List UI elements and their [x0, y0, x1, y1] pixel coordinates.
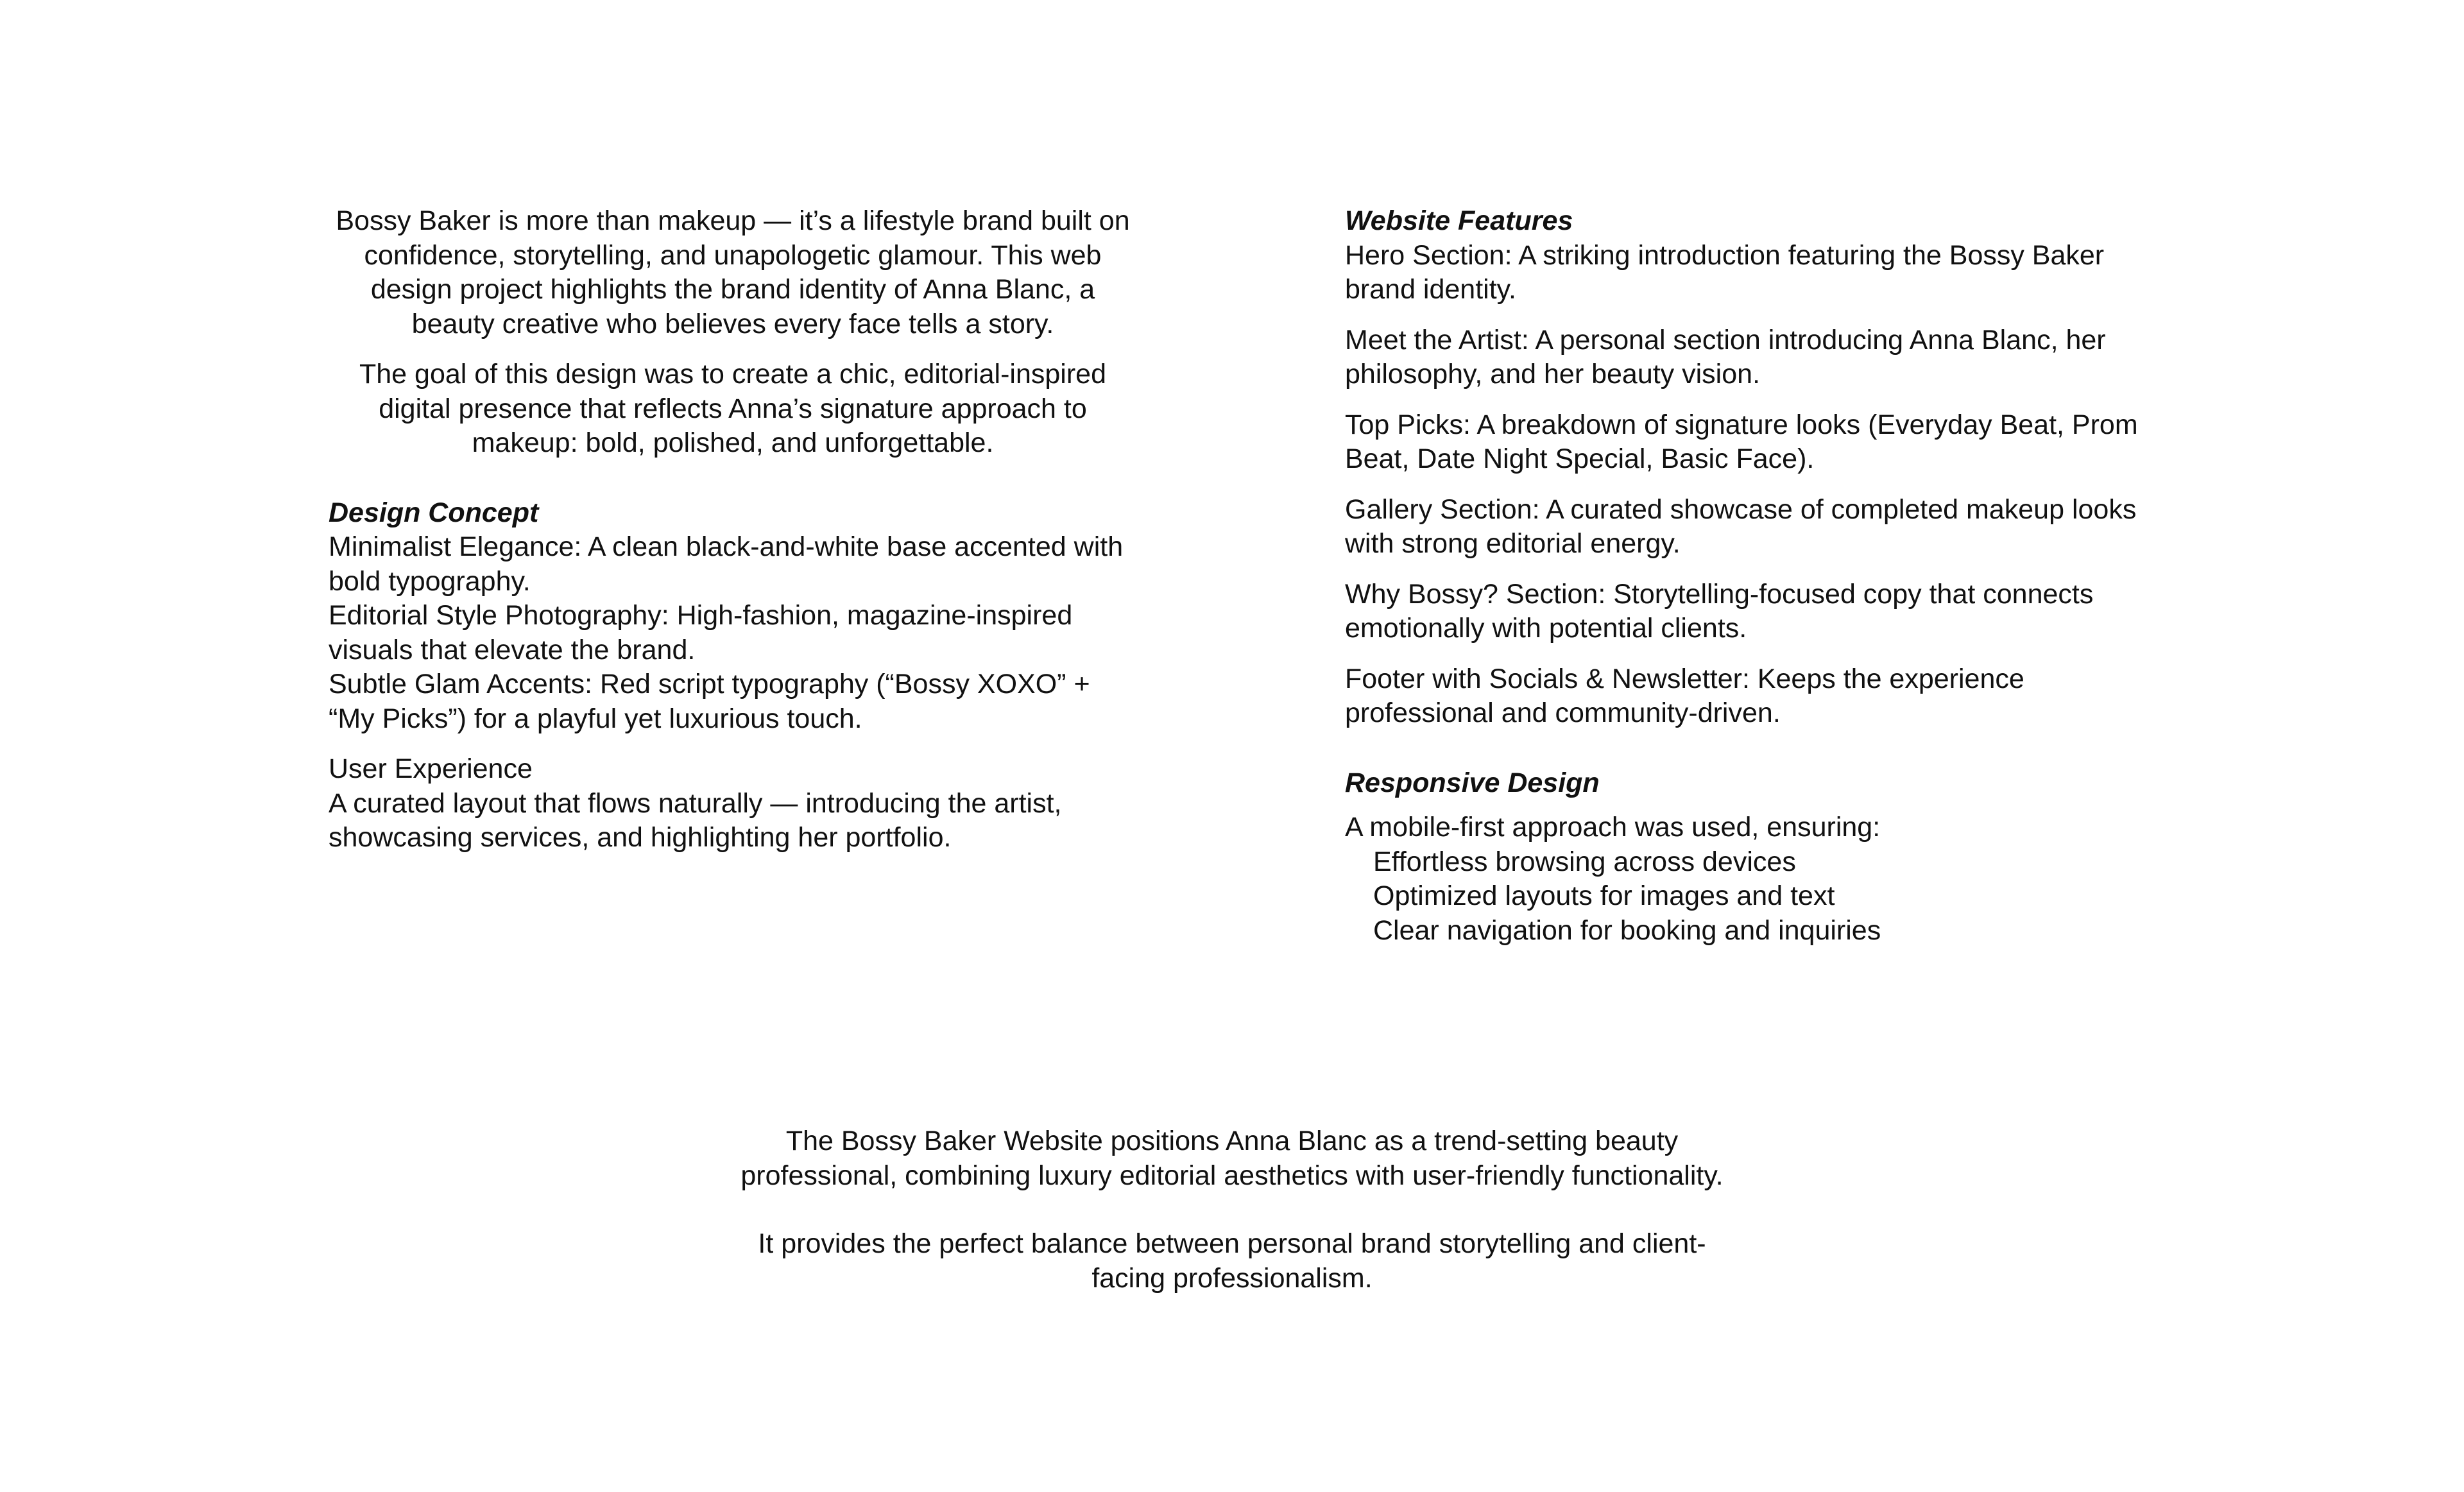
- feature-item: Footer with Socials & Newsletter: Keeps the experience professional and community-driven.: [1345, 663, 2024, 728]
- closing-section: [738, 1124, 1726, 1296]
- list-item: Effortless browsing across devices: [1373, 846, 1796, 877]
- feature-item: Top Picks: A breakdown of signature looks (Everyday Beat, Prom Beat, Date Night Special, Basic Face).: [1345, 409, 2138, 474]
- list-item: Optimized layouts for images and text: [1373, 880, 1835, 911]
- responsive-design-heading: Responsive Design: [1345, 767, 1600, 798]
- design-concept-heading: Design Concept: [329, 497, 539, 528]
- right-column: [1345, 204, 2179, 948]
- feature-item: Meet the Artist: A personal section introducing Anna Blanc, her philosophy, and her beauty vision.: [1345, 324, 2106, 390]
- list-item: Clear navigation for booking and inquiries: [1373, 914, 1881, 946]
- user-experience-heading: User Experience: [329, 753, 533, 784]
- responsive-design-intro: A mobile-first approach was used, ensuring:: [1345, 812, 1881, 843]
- website-features-heading: Website Features: [1345, 205, 1573, 236]
- feature-item: Gallery Section: A curated showcase of completed makeup looks with strong editorial energy.: [1345, 493, 2137, 559]
- design-concept-item: Subtle Glam Accents: Red script typography (“Bossy XOXO” + “My Picks”) for a playful yet luxurious touch.: [329, 669, 1090, 734]
- design-concept-item: Minimalist Elegance: A clean black-and-white base accented with bold typography.: [329, 531, 1124, 597]
- design-concept-item: Editorial Style Photography: High-fashion, magazine-inspired visuals that elevate the brand.: [329, 600, 1073, 665]
- feature-item: Hero Section: A striking introduction featuring the Bossy Baker brand identity.: [1345, 239, 2105, 305]
- responsive-design-list: [1345, 845, 2179, 948]
- intro-paragraph-2: The goal of this design was to create a chic, editorial-inspired digital presence that reflects Anna’s signature approach to makeup: bold, polished, and unforgettable.: [359, 359, 1106, 458]
- intro-paragraph-1: Bossy Baker is more than makeup — it’s a lifestyle brand built on confidence, storytelling, and unapologetic glamour. This web design project highlights the brand identity of Anna Blanc, a beauty creative who believes every face tells a story.: [336, 205, 1130, 339]
- left-column: [329, 204, 1137, 855]
- user-experience-text: A curated layout that flows naturally — introducing the artist, showcasing services, and highlighting her portfolio.: [329, 787, 1062, 853]
- feature-item: Why Bossy? Section: Storytelling-focused copy that connects emotionally with potential clients.: [1345, 578, 2094, 644]
- closing-paragraph-2: It provides the perfect balance between personal brand storytelling and client-facing professionalism.: [758, 1228, 1706, 1294]
- closing-paragraph-1: The Bossy Baker Website positions Anna Blanc as a trend-setting beauty professional, combining luxury editorial aesthetics with user-friendly functionality.: [740, 1126, 1724, 1191]
